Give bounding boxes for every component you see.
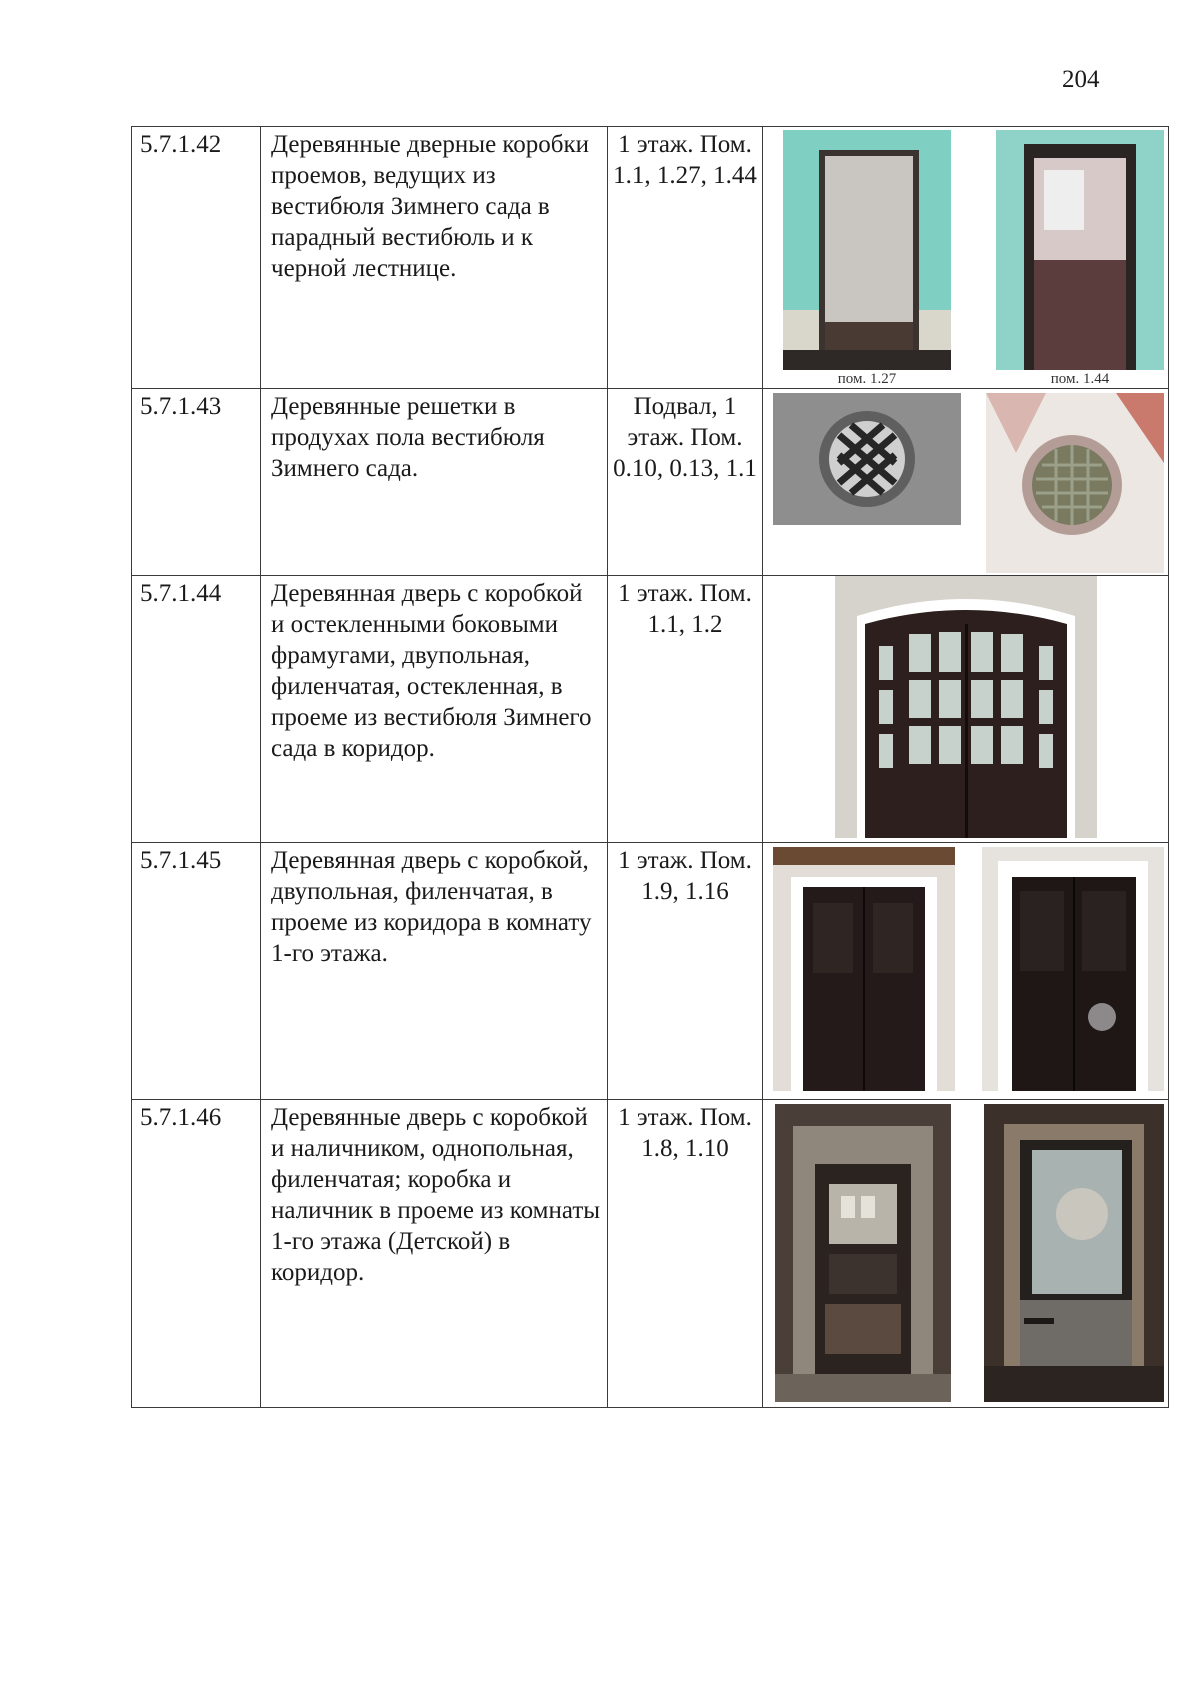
item-location: 1 этаж. Пом. 1.9, 1.16 [608,843,763,1100]
item-description: Деревянные дверные коробки проемов, ведущих из вестибюля Зимнего сада в парадный вестибюль и к черной лестнице. [261,127,608,389]
item-description: Деревянная дверь с коробкой, двупольная, филенчатая, в проеме из коридора в комнату 1-го этажа. [261,843,608,1100]
item-location: 1 этаж. Пом. 1.1, 1.27, 1.44 [608,127,763,389]
item-code: 5.7.1.43 [132,389,261,576]
page-number: 204 [1062,66,1100,93]
photo-cell [763,843,1169,1100]
double-door-photo [773,847,955,1091]
item-description: Деревянные дверь с коробкой и наличником, однопольная, филенчатая; коробка и наличник в проеме из комнаты 1-го этажа (Детской) в коридор. [261,1100,608,1408]
table-row [132,843,1169,1100]
double-door-photo [982,847,1164,1091]
photo-caption: пом. 1.27 [837,371,897,387]
table-row [132,127,1169,389]
item-description: Деревянные решетки в продухах пола вестибюля Зимнего сада. [261,389,608,576]
floor-vent-grille-photo [773,393,961,525]
table-row [132,576,1169,843]
inventory-table [131,126,1169,1408]
item-code: 5.7.1.45 [132,843,261,1100]
photo-cell [763,127,1169,389]
photo-caption: пом. 1.44 [1050,371,1110,387]
photo-cell [763,389,1169,576]
table-row [132,1100,1169,1408]
item-code: 5.7.1.42 [132,127,261,389]
photo-cell [763,576,1169,843]
table-row [132,389,1169,576]
door-frame-photo [996,130,1164,370]
single-door-photo [984,1104,1164,1402]
item-code: 5.7.1.46 [132,1100,261,1408]
door-frame-photo [783,130,951,370]
single-door-photo [775,1104,951,1402]
item-description: Деревянная дверь с коробкой и остекленными боковыми фрамугами, двупольная, филенчатая, остекленная, в проеме из вестибюля Зимнего сада в коридор. [261,576,608,843]
item-location: 1 этаж. Пом. 1.8, 1.10 [608,1100,763,1408]
photo-cell [763,1100,1169,1408]
item-code: 5.7.1.44 [132,576,261,843]
glazed-double-door-photo [835,576,1097,838]
floor-vent-grille-photo [986,393,1164,573]
item-location: 1 этаж. Пом. 1.1, 1.2 [608,576,763,843]
item-location: Подвал, 1 этаж. Пом. 0.10, 0.13, 1.1 [608,389,763,576]
